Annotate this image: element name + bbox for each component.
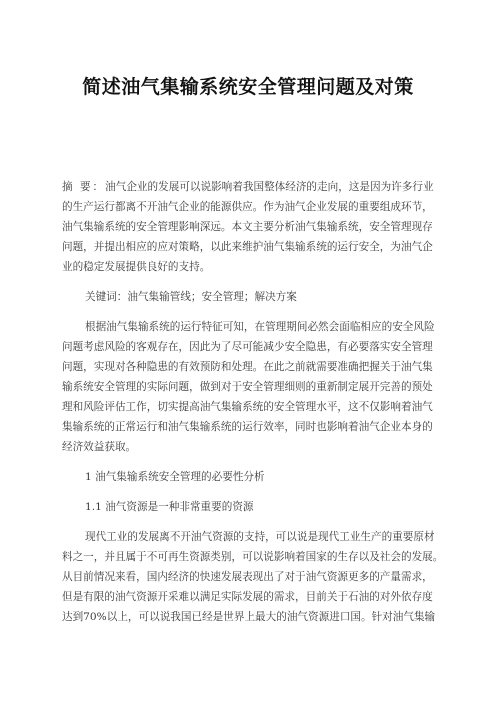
para2-line-1: 现代工业的发展离不开油气资源的支持，可以说是现代工业生产的重要原材 [85,531,435,543]
abstract-line-5: 业的稳定发展提供良好的支持。 [62,261,211,273]
section-heading-1-1: 1.1 油气资源是一种非常重要的资源 [85,501,254,513]
intro-line-4: 输系统安全管理的实际问题，做到对于安全管理细则的重新制定展开完善的预处 [62,381,433,393]
document-title: 简述油气集输系统安全管理问题及对策 [82,76,414,98]
abstract-line-3: 油气集输系统的安全管理影响深远。本文主要分析油气集输系统，安全管理现存 [62,221,433,233]
para2-line-4: 但是有限的油气资源开采难以满足实际发展的需求，目前关于石油的对外依存度 [62,591,433,603]
section-heading-1: 1 油气集输系统安全管理的必要性分析 [85,471,265,483]
document-body [62,177,444,627]
keywords: 关键词：油气集输管线；安全管理；解决方案 [85,291,297,303]
para2-line-3: 从目前情况来看，国内经济的快速发展表现出了对于油气资源更多的产量需求， [62,571,433,583]
abstract-line-1: 摘 要：油气企业的发展可以说影响着我国整体经济的走向，这是因为许多行业 [62,181,434,193]
intro-line-7: 经济效益获取。 [62,441,137,453]
para2-line-5: 达到70%以上，可以说我国已经是世界上最大的油气资源进口国。针对油气集输 [62,611,436,623]
abstract-label: 摘 要： [62,181,106,193]
intro-line-1: 根据油气集输系统的运行特征可知，在管理期间必然会面临相应的安全风险 [85,321,435,333]
abstract-line-4: 问题，并提出相应的应对策略，以此来维护油气集输系统的运行安全，为油气企 [62,241,433,253]
intro-line-2: 问题考虑风险的客观存在，因此为了尽可能减少安全隐患，有必要落实安全管理 [62,341,433,353]
abstract-line-2: 的生产运行都离不开油气企业的能源供应。作为油气企业发展的重要组成环节， [62,201,433,213]
intro-line-3: 问题，实现对各种隐患的有效预防和处理。在此之前就需要准确把握关于油气集 [62,361,433,373]
intro-line-5: 理和风险评估工作，切实提高油气集输系统的安全管理水平，这不仅影响着油气 [62,401,433,413]
intro-line-6: 集输系统的正常运行和油气集输系统的运行效率，同时也影响着油气企业本身的 [62,421,433,433]
para2-line-2: 料之一，并且属于不可再生资源类别，可以说影响着国家的生存以及社会的发展。 [62,551,444,563]
